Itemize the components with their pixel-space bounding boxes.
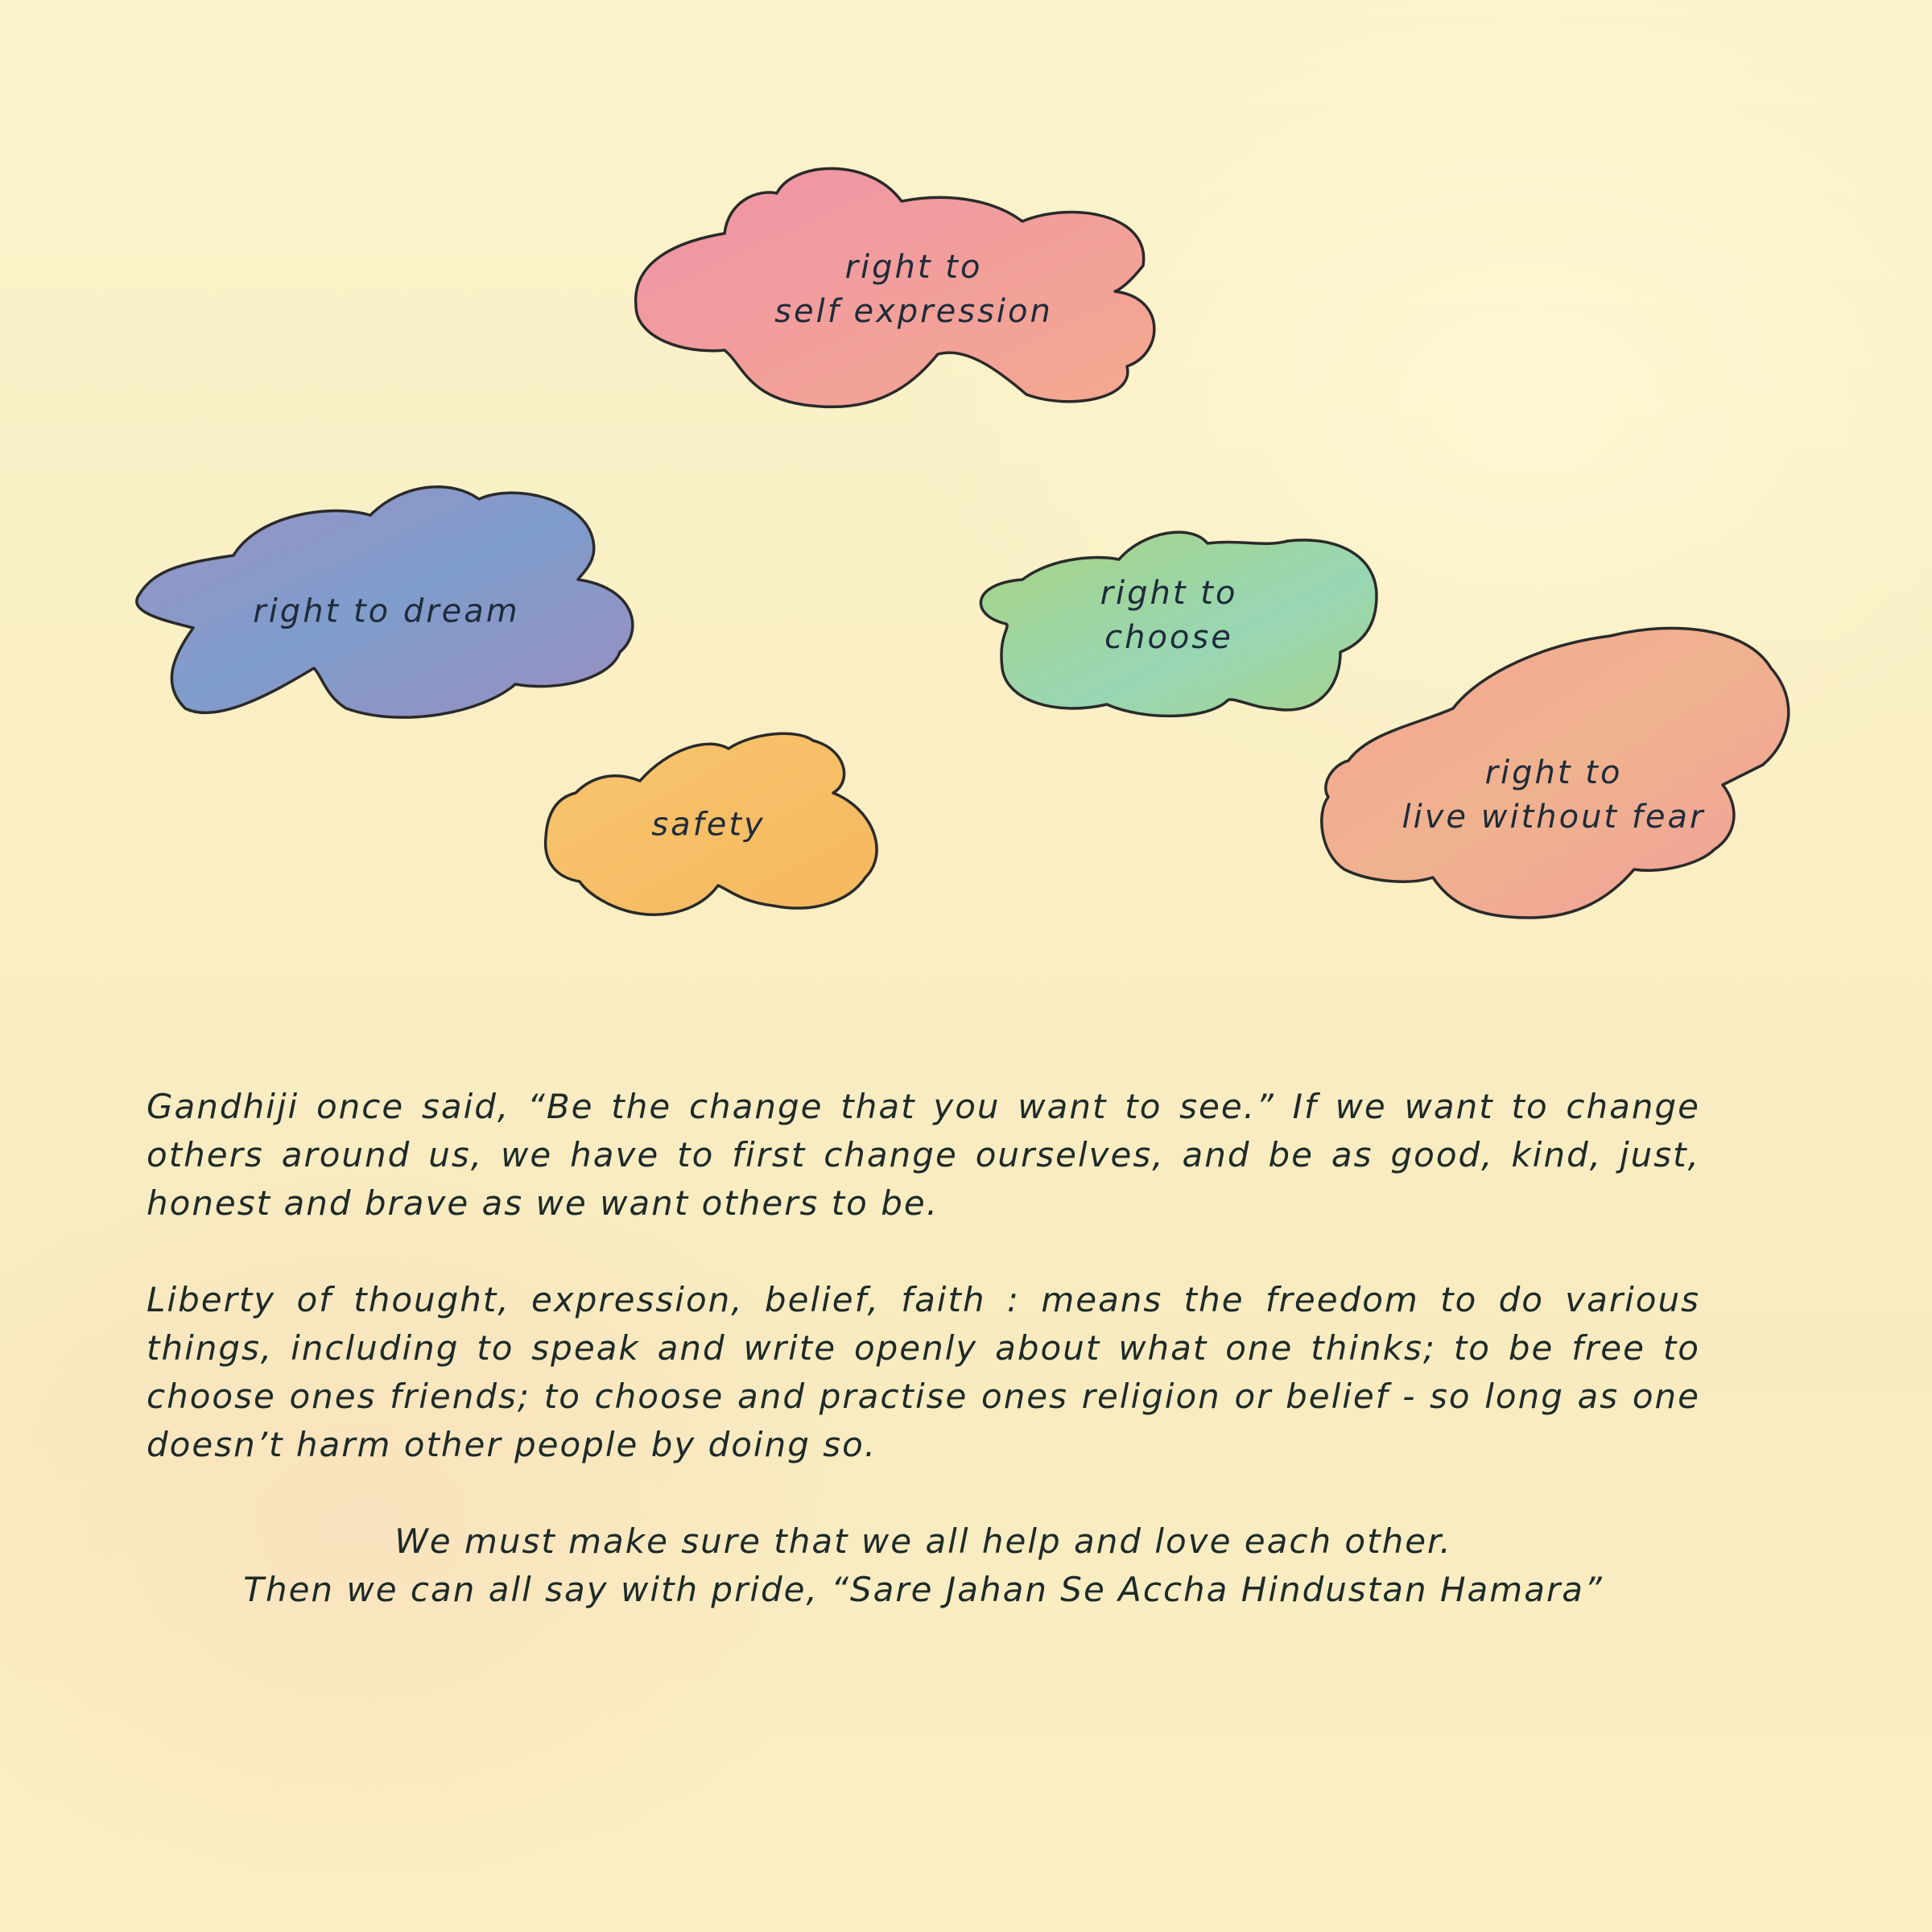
gandhi-paragraph xyxy=(147,1083,1700,1228)
gandhi-line-1: Gandhiji once said, “Be the change that you want to see.” If we want to change xyxy=(147,1087,1700,1126)
closing-lines xyxy=(147,1517,1700,1614)
liberty-line-4: doesn’t harm other people by doing so. xyxy=(147,1425,877,1464)
liberty-paragraph xyxy=(147,1276,1700,1469)
gandhi-line-3: honest and brave as we want others to be. xyxy=(147,1183,939,1223)
gandhi-line-2: others around us, we have to first change ourselves, and be as good, kind, just, xyxy=(147,1135,1700,1174)
cloud-label-choose: right to choose xyxy=(1100,575,1238,656)
cloud-label-self-expression: right to self expression xyxy=(774,249,1053,330)
closing-line-1: We must make sure that we all help and love each other. xyxy=(394,1521,1452,1561)
cloud-label-dream: right to dream xyxy=(253,592,520,630)
liberty-line-3: choose ones friends; to choose and practise ones religion or belief - so long as one xyxy=(147,1377,1700,1416)
cloud-label-live-without-fear: right to live without fear xyxy=(1402,754,1706,836)
closing-line-2: Then we can all say with pride, “Sare Jahan Se Accha Hindustan Hamara” xyxy=(243,1570,1604,1609)
liberty-line-2: things, including to speak and write openly about what one thinks; to be free to xyxy=(147,1328,1700,1368)
cloud-label-safety: safety xyxy=(651,806,766,844)
liberty-line-1: Liberty of thought, expression, belief, faith : means the freedom to do various xyxy=(147,1280,1700,1319)
